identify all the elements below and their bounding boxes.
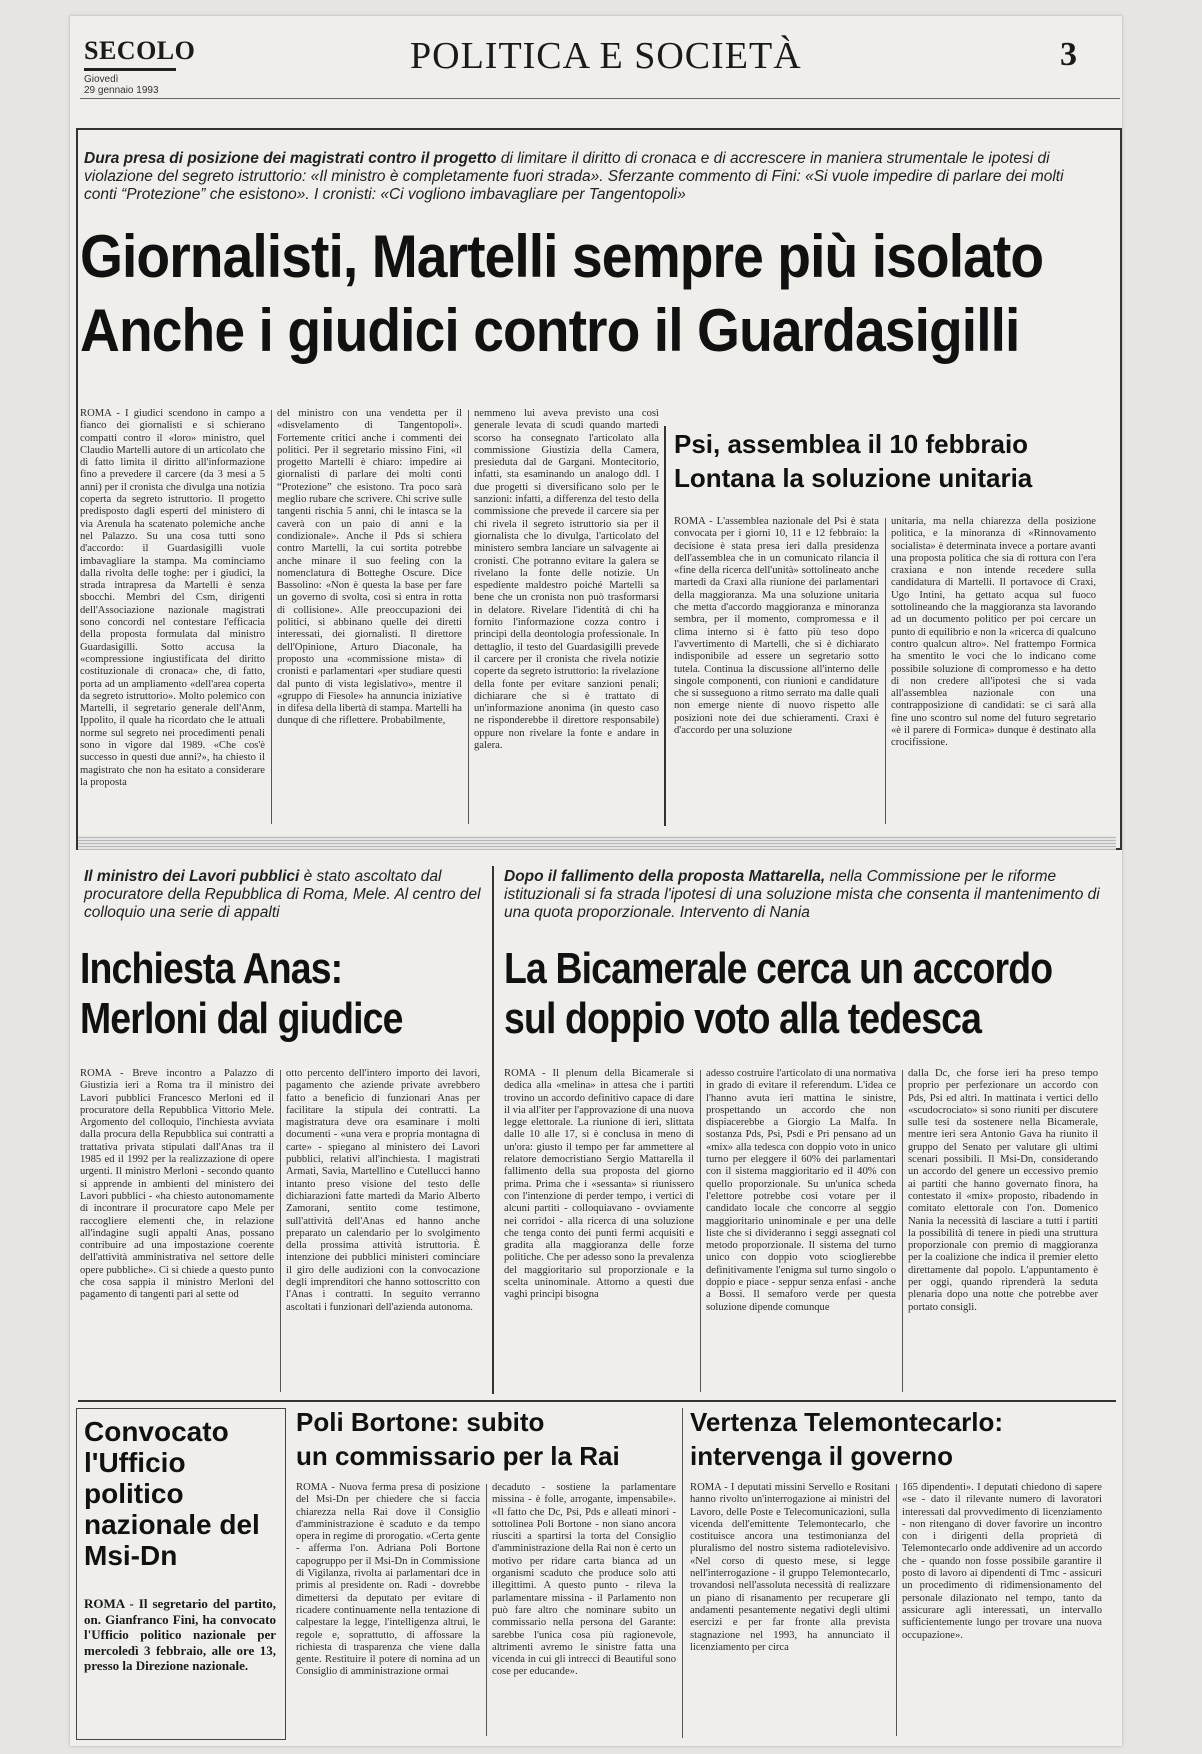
column-rule — [885, 518, 886, 824]
anas-kicker-text: è stato ascoltato dal procuratore della Repubblica di Roma, Mele. Al centro del colloquio una serie di appalti — [84, 868, 481, 921]
main-headline-1: Giornalisti, Martelli sempre più isolato — [80, 223, 1044, 290]
column-rule — [896, 1484, 897, 1736]
anas-column-2: otto percento dell'intero importo dei lavori, pagamento che aziende private avrebbero fatto a beneficio di funzionari Anas per facilitare la stipula dei contratti. La magistratura deve ora esaminare i molti documenti - «una vera e propria montagna di carte» - spiegano al ministero dei Lavori pubblici, relativi all'inchiesta. I magistrati Armati, Savia, Martellino e Cutellucci hanno intanto preso visione del testo delle dichiarazioni fatte martedì da Mario Alberto Zamorani, sentito come testimone, sull'attività dell'Anas ed hanno anche preparato un calendario per lo svolgimento della prossima attività istruttoria. È intenzione dei pubblici ministeri cominciare il giro delle audizioni con la convocazione degli imprenditori che hanno sottoscritto con l'Anas i contratti. In seguito verranno ascoltati i funzionari dell'azienda autonoma. — [286, 1068, 480, 1313]
bicamerale-column-3: dalla Dc, che forse ieri ha preso tempo proprio per perfezionare un accordo con Pds, Psi ed altri. In mattinata i vertici dello «scudocrociato» si sono riuniti per discutere sulle tesi da sostenere nella Bicamerale, mentre ieri sera Antonio Gava ha riunito il gruppo del Senato per valutare gli ultimi scenari possibili. Il Msi-Dn, considerando un accordo del genere un eccessivo premio ai partiti che hanno governato finora, ha contestato il «mix» proposto, ribadendo in comitato elettorale con l'on. Domenico Nania la necessità di lasciare a tutti i partiti la possibilità di tenere in piedi una struttura proporzionale con premio di maggioranza per la coalizione che indica il premier eletto direttamente dal popolo. L'appuntamento è per oggi, quando riprenderà la seduta plenaria dopo una notte che potrebbe aver portato consigli. — [908, 1068, 1098, 1313]
poli-column-1: ROMA - Nuova ferma presa di posizione del Msi-Dn per chiedere che si faccia chiarezza nella Rai dove il Consiglio d'amministrazione è scaduto e da tempo opera in regime di prorogatio. «Certa gente - afferma l'on. Adriana Poli Bortone capogruppo per il Msi-Dn in Commissione di Vigilanza, rivolta ai parlamentari dce in primis al presidente on. Radi - dovrebbe dimettersi da deputato per evitare di ricadere continuamente nella tentazione di calpestare la legge, l'intelligenza altrui, le regole e, soprattutto, di affossare la richiesta di trasparenza che viene dalla gente. Restituire il potere di nomina ad un Consiglio di amministrazione ormai — [296, 1482, 480, 1678]
main-column-1: ROMA - I giudici scendono in campo a fianco dei giornalisti e si schierano compatti contro il «loro» ministro, quel Claudio Martelli autore di un articolato che di fatto limita il diritto all'informazione fino a prevedere il carcere (da 3 mesi a 5 anni) per il cronista che divulga una notizia coperta da segreto istruttorio. Il progetto predisposto dagli esperti del ministero di via Arenula ha scatenato polemiche anche nel Palazzo. Su una cosa tutti sono d'accordo: il Guardasigilli vuole imbavagliare la stampa. Ma cominciamo dalla rivolta delle toghe: per i giudici, la strada intrapresa da Martelli è senza sbocchi. Membri del Csm, dirigenti dell'Associazione nazionale magistrati sono concordi nel contestare l'efficacia della proposta formulata dal ministro Guardasigilli. Sotto accusa la «compressione ingiustificata del diritto costituzionale di cronaca» che, di fatto, porta ad un ampliamento «dell'area coperta da segreto istruttorio». Molto polemico con Martelli, il segretario generale dell'Anm, Ippolito, il quale ha ricordato che le attuali norme sul segreto nei procedimenti penali sono in vigore dal 1989. «Che cos'è successo in questi due anni?», ha chiesto il magistrato che non ha esitato a considerare la proposta — [80, 408, 265, 788]
msi-body: ROMA - Il segretario del partito, on. Gianfranco Fini, ha convocato l'Ufficio politico nazionale per mercoledì 3 febbraio, alle ore 13, presso la Direzione nazionale. — [84, 1596, 276, 1673]
section-title: POLITICA E SOCIETÀ — [410, 35, 802, 77]
poli-column-2: decaduto - sostiene la parlamentare missina - è folle, arrogante, impensabile». «Il fatto che Dc, Psi, Pds e alleati minori - sottolinea Poli Bortone - non siano ancora riusciti a spartirsi la torta del Consiglio d'amministrazione della Rai non è certo un motivo per ridare carta bianca ad un organismi scaduto che produce solo atti illegittimi. A questo punto - rileva la parlamentare missina - il Parlamento non può fare altro che nominare subito un commissario nella persona del Garante: sarebbe l'unica cosa più ragionevole, altrimenti avremo le sinistre fatta una vicenda in cui gli intrecci di Beautiful sono cose per educande». — [492, 1482, 676, 1678]
bicamerale-column-2: adesso costruire l'articolato di una normativa in grado di evitare il referendum. L'idea ce l'hanno avuta ieri mattina le sinistre, prospettando un accordo che non dispiacerebbe a Giorgio La Malfa. In sostanza Pds, Psi, Psdi e Pri pensano ad un «mix» alla tedesca con doppio voto in unico turno per eleggere il 60% dei parlamentari con il sistema maggioritario ed il 40% con quello proporzionale. Su un'unica scheda l'elettore potrebbe così votare per il candidato locale che concorre al seggio maggioritario uninominale e per una delle liste che si divideranno i seggi assegnati col metodo proporzionale. Il sistema del turno unico con doppio voto scioglierebbe definitivamente l'enigma sul turno singolo o doppio e piace - seppur senza enfasi - anche a Bossi. Il semaforo verde per questa soluzione dipende comunque — [706, 1068, 896, 1313]
poli-headline-2: un commissario per la Rai — [296, 1441, 620, 1471]
section-rule — [78, 1400, 1116, 1402]
psi-column-2: unitaria, ma nella chiarezza della posizione politica, e la minoranza di «Rinnovamento socialista» è determinata invece a portare avanti una proposta politica che sia di rottura con l'era craxiana e non intende recedere sulla candidatura di Martelli. Il portavoce di Craxi, Ugo Intini, ha gettato acqua sul fuoco sottolineando che la maggioranza sta lavorando ad un documento politico per poi cercare un punto di equilibrio e non la «ricerca di qualcuno contro qualcun altro». Nel frattempo Formica ha smentito le voci che lo indicano come possibile soluzione di compromesso e ha detto di non credere all'ipotesi che si vada all'assemblea nazionale con una contrapposizione di candidati: se ci sarà alla fine uno scontro sul nome del futuro segretario «è il parere di Formica» dunque è destinato alla crocifissione. — [891, 516, 1096, 749]
masthead: SECOLO — [84, 36, 196, 65]
column-rule — [700, 1070, 701, 1392]
issue-date: 29 gennaio 1993 — [84, 85, 159, 96]
bicamerale-kicker-bold: Dopo il fallimento della proposta Mattarella, — [504, 868, 826, 885]
issue-day: Giovedì — [84, 74, 119, 85]
anas-kicker-bold: Il ministro dei Lavori pubblici — [84, 868, 300, 885]
main-kicker — [84, 150, 1094, 204]
divider-band — [78, 836, 1116, 850]
bicamerale-kicker-text: nella Commissione per le riforme istituzionali si fa strada l'ipotesi di una soluzione mista che consenta il mantenimento di una quota proporzionale. Intervento di Nania — [504, 868, 1100, 921]
main-headline-2: Anche i giudici contro il Guardasigilli — [80, 297, 1020, 364]
main-column-3: nemmeno lui aveva previsto una così generale levata di scudi quando martedì scorso ha consegnato l'articolato alla commissione Giustizia della Camera, presieduta dal de Gargani. Montecitorio, infatti, sta esaminando un analogo ddl. I due progetti si diversificano solo per le sanzioni: infatti, a differenza del testo della commissione che prevede il carcere sia per chi rivela il segreto istruttorio sia per il giornalista che lo divulga, l'articolato del ministero sembra lanciare un salvagente ai cronisti. Che potranno evitare la galera se rivelano la fonte delle notizie. Un espediente maldestro poiché Martelli sa bene che un cronista non può trasformarsi in delatore. Rivelare l'identità di chi ha fornito l'informazione cozza contro i principi della deontologia professionale. In dettaglio, il testo del Guardasigilli prevede il carcere per il cronista che rivela notizie coperte da segreto istruttorio: la rivelazione della fonte per evitare sanzioni penali; dichiarare che si è trattato di un'informazione anonima (in questo caso ne risponderebbe il direttore responsabile) oppure non rivelare la fonte e andare in galera. — [474, 408, 659, 752]
poli-headline-1: Poli Bortone: subito — [296, 1407, 545, 1437]
page-number: 3 — [1060, 36, 1077, 73]
header-rule — [80, 98, 1120, 99]
masthead-rule — [84, 68, 176, 71]
bicamerale-column-1: ROMA - Il plenum della Bicamerale si dedica alla «melina» in attesa che i partiti trovino un accordo definitivo capace di dare il via all'iter per l'approvazione di una nuova legge elettorale. La riunione di ieri, slittata dalle 10 alle 17, si è conclusa in meno di un'ora: giusto il tempo per far ammettere al relatore democristiano Sergio Mattarella il fallimento della sua proposta del giorno prima. Prima che i «sessanta» si riunissero con l'intenzione di perder tempo, i vertici di alcuni partiti - colloquiavano - ovviamente nei corridoi - alla ricerca di una soluzione che tenga conto dei punti fermi acquisiti e gradita alla maggioranza delle forze politiche. Che per adesso sono la prevalenza del maggioritario sul proporzionale e la scelta uninominale. Attorno a questi due vaghi principi bisogna — [504, 1068, 694, 1301]
column-rule — [902, 1070, 903, 1392]
column-rule — [280, 1070, 281, 1392]
tmc-headline-2: intervenga il governo — [690, 1441, 953, 1471]
anas-kicker — [84, 868, 484, 922]
psi-box-rule — [664, 426, 666, 826]
anas-headline-1: Inchiesta Anas: — [80, 944, 343, 993]
tmc-column-1: ROMA - I deputati missini Servello e Rositani hanno rivolto un'interrogazione ai ministri del Lavoro, delle Poste e Telecomunicazioni, sulla vicenda dell'emittente Telemontecarlo, che costituisce ancora una testimonianza del pluralismo del nostro sistema radiotelevisivo. «Nel corso di questo mese, si legge nell'interrogazione - il gruppo Telemontecarlo, trovandosi nell'assoluta necessità di realizzare un piano di risanamento per recuperare gli andamenti pesantemente negativi degli ultimi esercizi e per far fronte alla prevista stagnazione nel 1993, ha annunciato il licenziamento per circa — [690, 1482, 890, 1653]
story-separator — [492, 866, 494, 1394]
column-rule — [468, 410, 469, 824]
main-kicker-text: di limitare il diritto di cronaca e di accrescere in maniera strumentale le ipotesi di violazione del segreto istruttorio: «Il ministro è completamente fuori strada». Sferzante commento di Fini: «Si vuole impedire di parlare dei molti conti “Protezione” che esistono». I cronisti: «Ci vogliono imbavagliare per Tangentopoli» — [84, 150, 1064, 203]
bicamerale-kicker — [504, 868, 1104, 922]
newspaper-page — [70, 16, 1122, 1746]
psi-headline-2: Lontana la soluzione unitaria — [674, 463, 1033, 493]
anas-headline-2: Merloni dal giudice — [80, 994, 403, 1043]
psi-column-1: ROMA - L'assemblea nazionale del Psi è stata convocata per i giorni 10, 11 e 12 febbraio: la decisione è stata presa ieri dalla presidenza dell'assemblea che in un comunicato rilancia il «fine della ricerca dell'unità» sottolineato anche martedì da Craxi alla riunione dei parlamentari della maggioranza. Ma una soluzione unitaria che metta d'accordo maggioranza e minoranza sembra, per il momento, compromessa e il clima interno si è fatto più teso dopo l'avvertimento di Martelli, che si è dichiarato indisponibile ad essere un segretario sotto tutela. Continua la discussione all'interno delle singole componenti, con riunioni e candidature che si susseguono a ritmo serrato ma dalle quali non emerge niente di nuovo rispetto alle posizioni note dei due schieramenti. Craxi è d'accordo per una soluzione — [674, 516, 879, 737]
main-kicker-bold: Dura presa di posizione dei magistrati contro il progetto — [84, 150, 497, 167]
msi-headline: Convocato l'Ufficio politico nazionale del Msi-Dn — [84, 1416, 260, 1571]
anas-column-1: ROMA - Breve incontro a Palazzo di Giustizia ieri a Roma tra il ministro dei Lavori pubblici Francesco Merloni ed il procuratore della Repubblica Vittorio Mele. Argomento del colloquio, l'inchiesta avviata dalla procura della Repubblica sui contratti a trattativa privata stipulati dall'Anas tra il 1985 ed il 1992 per la realizzazione di opere urgenti. Il ministro Merloni - secondo quanto si apprende in ambienti del ministero dei Lavori pubblici - «ha chiesto autonomamente di incontrare il procuratore capo Mele per raccogliere elementi che, in relazione all'indagine sugli appalti Anas, possano contribuire ad una impostazione coerente dell'attività amministrativa nel settore delle opere pubbliche». Ci si chiede a questo punto che cosa sappia il ministro Merloni del pagamento di tangenti pari al sette od — [80, 1068, 274, 1301]
column-rule — [271, 410, 272, 824]
story-separator — [682, 1408, 683, 1738]
bicamerale-headline-1: La Bicamerale cerca un accordo — [504, 944, 1053, 993]
tmc-column-2: 165 dipendenti». I deputati chiedono di sapere «se - dato il rilevante numero di lavoratori interessati dal provvedimento di licenziamento - non ritengano di dover favorire un incontro con i dirigenti della proprietà di Telemontecarlo onde addivenire ad un accordo che - quando non fosse possibile garantire il posto di lavoro ai dipendenti di Tmc - assicuri un procedimento di ridimensionamento del personale dilazionato nel tempo, tanto da assicurare agli interessati, un intervallo sufficientemente lungo per trovare una nuova occupazione». — [902, 1482, 1102, 1641]
tmc-headline-1: Vertenza Telemontecarlo: — [690, 1407, 1004, 1437]
bicamerale-headline-2: sul doppio voto alla tedesca — [504, 994, 982, 1043]
column-rule — [486, 1484, 487, 1736]
main-column-2: del ministro con una vendetta per il «disvelamento di Tangentopoli». Fortemente critici anche i commenti dei politici. Per il segretario missino Fini, «il progetto Martelli è chiaro: impedire ai giornalisti di parlare dei molti conti “Protezione” che esistono. Tra poco sarà meglio rubare che scrivere. Chi scrive sulle tangenti rischia 5 anni, chi le intasca se la caverà con un paio di anni e la condizionale». Anche il Pds si schiera contro Martelli, la cui sortita potrebbe anche minare il suo feeling con la nomenclatura di Botteghe Oscure. Dice Bassolino: «Non è questa la base per fare un governo di svolta, così si entra in rotta di collisione». Alle preoccupazioni dei politici, si abbinano quelle dei diretti interessati, dei giornalisti. Il direttore dell'Opinione, Arturo Diaconale, ha proposto una «commissione mista» di cronisti e parlamentari «per studiare questi dal punto di vista legislativo», mentre il «gruppo di Fiesole» ha annuncia iniziative in difesa della libertà di stampa. Martelli ha dunque di che riflettere. Probabilmente, — [277, 408, 462, 727]
psi-headline-1: Psi, assemblea il 10 febbraio — [674, 429, 1029, 459]
